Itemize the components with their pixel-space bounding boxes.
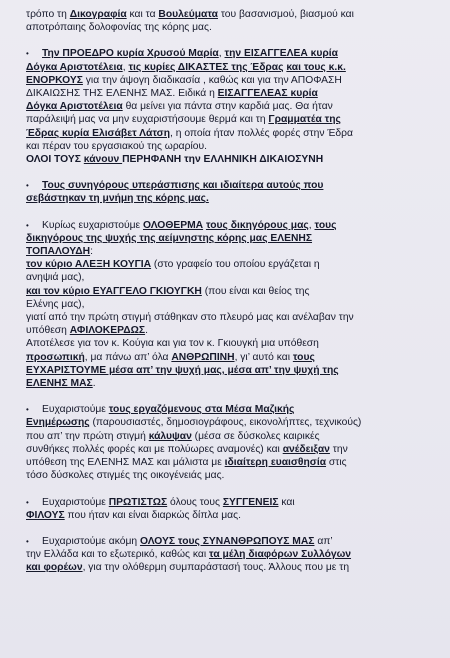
paragraph-intro: τρόπο τη Δικογραφία και τα Βουλεύματα του βασανισμού, βιασμού και αποτρόπαιης δολοφονίας της κόρης μας. <box>26 9 354 34</box>
paragraph-media: • Ευχαριστούμε τους εργαζόμενους στα Μέσα Μαζικής Ενημέρωσης (παρουσιαστές, δημοσιογράφους, εικονολήπτες, τεχνικούς) που απ’ την πρώτη στιγμή κάλυψαν (μέσα σε δύσκολες καιρικές συνθήκες πολλές φορές και με πολύωρες αναμονές) και ανέδειξαν την υπόθεση της ΕΛΕΝΗΣ ΜΑΣ και μάλιστα με ιδιαίτερη ευαισθησία στις τόσο δύσκολες στιγμές της οικογένειάς μας. <box>26 404 362 482</box>
bullet-icon: • <box>26 405 29 415</box>
bullet-icon: • <box>26 536 29 546</box>
paragraph-fellow-humans: • Ευχαριστούμε ακόμη ΟΛΟΥΣ τους ΣΥΝΑΝΘΡΩΠΟΥΣ ΜΑΣ απ’ την Ελλάδα και το εξωτερικό, καθώς και τα μέλη διαφόρων Συλλόγων και φορέων, για την ολόθερμη συμπαράστασή τους. Άλλους που με τη <box>26 535 352 574</box>
bullet-icon: • <box>26 497 29 507</box>
paragraph-our-lawyers: • Κυρίως ευχαριστούμε ΟΛΟΘΕΡΜΑ τους δικηγόρους μας, τους δικηγόρους της ψυχής της αείμνηστης κόρης μας ΕΛΕΝΗΣ ΤΟΠΑΛΟΥΔΗ: τον κύριο ΑΛΕΞΗ ΚΟΥΓΙΑ (στο γραφείο του οποίου εργάζεται η ανηψιά μας), και τον κύριο ΕΥΑΓΓΕΛΟ ΓΚΙΟΥΓΚΗ (που είναι και θείος της Ελένης μας), γιατί από την πρώτη στιγμή στάθηκαν στο πλευρό μας και ανέλαβαν την υπόθεση ΑΦΙΛΟΚΕΡΔΩΣ. Αποτέλεσε για τον κ. Κούγια και για τον κ. Γκιουγκή μια υπόθεση προσωπική, μα πάνω απ’ όλα ΑΝΘΡΩΠΙΝΗ, γι’ αυτό και τους ΕΥΧΑΡΙΣΤΟΥΜΕ μέσα απ’ την ψυχή μας, μέσα απ’ την ψυχή της ΕΛΕΝΗΣ ΜΑΣ. <box>26 219 354 390</box>
paragraph-defense-lawyers: • Τους συνηγόρους υπεράσπισης και ιδιαίτερα αυτούς που σεβάστηκαν τη μνήμη της κόρης μας. <box>26 180 324 205</box>
bullet-icon: • <box>26 220 29 230</box>
bullet-icon: • <box>26 49 29 59</box>
paragraph-court-thanks: • Την ΠΡΟΕΔΡΟ κυρία Χρυσού Μαρία, την ΕΙΣΑΓΓΕΛΕΑ κυρία Δόγκα Αριστοτέλεια, τις κυρίες ΔΙΚΑΣΤΕΣ της Έδρας και τους κ.κ. ΕΝΟΡΚΟΥΣ για την άψογη διαδικασία , καθώς και για την ΑΠΟΦΑΣΗ ΔΙΚΑΙΩΣΗΣ ΤΗΣ ΕΛΕΝΗΣ ΜΑΣ. Ειδικά η ΕΙΣΑΓΓΕΛΕΑΣ κυρία Δόγκα Αριστοτέλεια θα μείνει για πάντα στην καρδιά μας. Θα ήταν παράλειψή μας να μην ευχαριστήσουμε θερμά και τη Γραμματέα της Έδρας κυρία Ελισάβετ Λάτση, η οποία ήταν πολλές φορές στην Έδρα και πέραν του εργασιακού της ωραρίου. ΟΛΟΙ ΤΟΥΣ κάνουν ΠΕΡΗΦΑΝΗ την ΕΛΛΗΝΙΚΗ ΔΙΚΑΙΟΣΥΝΗ <box>26 48 353 166</box>
bullet-icon: • <box>26 181 29 191</box>
paragraph-relatives: • Ευχαριστούμε ΠΡΩΤΙΣΤΩΣ όλους τους ΣΥΓΓΕΝΕΙΣ και ΦΙΛΟΥΣ που ήταν και είναι διαρκώς δίπλα μας. <box>26 496 295 521</box>
